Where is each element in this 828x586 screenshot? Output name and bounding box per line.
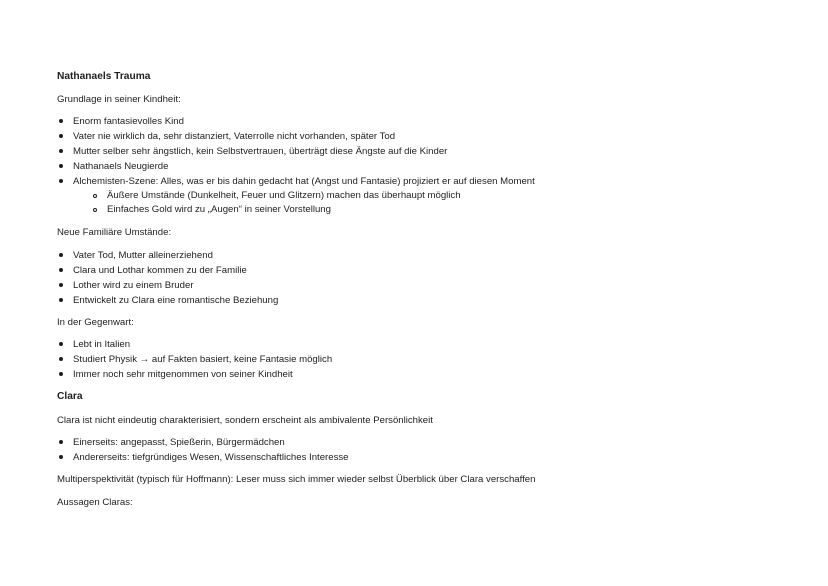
- bullet-icon: [59, 440, 63, 444]
- bullet-icon: [59, 164, 63, 168]
- statements-heading: Aussagen Claras:: [57, 497, 133, 508]
- heading-clara: Clara: [57, 391, 83, 402]
- list-item: Enorm fantasievolles Kind: [73, 116, 184, 127]
- bullet-icon: [59, 179, 63, 183]
- bullet-icon: [59, 283, 63, 287]
- multiperspective-note: Multiperspektivität (typisch für Hoffmann): Leser muss sich immer wieder selbst Überblick über Clara verschaffen: [57, 474, 536, 485]
- intro-present: In der Gegenwart:: [57, 317, 134, 328]
- bullet-icon: [59, 357, 63, 361]
- list-item: Lebt in Italien: [73, 339, 131, 350]
- bullet-icon: [59, 268, 63, 272]
- list-item: Alchemisten-Szene: Alles, was er bis dahin gedacht hat (Angst und Fantasie) projiziert er auf diesen Moment: [73, 176, 535, 187]
- bullet-icon: [59, 149, 63, 153]
- sub-list-item: Äußere Umstände (Dunkelheit, Feuer und Glitzern) machen das überhaupt möglich: [107, 190, 461, 201]
- list-item: Einerseits: angepasst, Spießerin, Bürgermädchen: [73, 437, 285, 448]
- list-item: Andererseits: tiefgründiges Wesen, Wissenschaftliches Interesse: [73, 452, 349, 463]
- sub-list-item: Einfaches Gold wird zu „Augen“ in seiner Vorstellung: [107, 204, 331, 215]
- bullet-icon: [59, 134, 63, 138]
- heading-nathanaels-trauma: Nathanaels Trauma: [57, 71, 151, 82]
- intro-clara: Clara ist nicht eindeutig charakterisiert, sondern erscheint als ambivalente Persönlichkeit: [57, 415, 433, 426]
- list-item: Vater nie wirklich da, sehr distanziert, Vaterrolle nicht vorhanden, später Tod: [73, 131, 396, 142]
- list-item: Lother wird zu einem Bruder: [73, 280, 194, 291]
- bullet-icon: [59, 119, 63, 123]
- list-item: Nathanaels Neugierde: [73, 161, 169, 172]
- intro-childhood: Grundlage in seiner Kindheit:: [57, 94, 181, 105]
- sub-bullet-icon: [93, 208, 97, 212]
- list-item: Clara und Lothar kommen zu der Familie: [73, 265, 247, 276]
- list-item: Immer noch sehr mitgenommen von seiner Kindheit: [73, 369, 293, 380]
- bullet-icon: [59, 253, 63, 257]
- list-item: Studiert Physik → auf Fakten basiert, keine Fantasie möglich: [73, 354, 333, 365]
- intro-family: Neue Familiäre Umstände:: [57, 227, 172, 238]
- bullet-icon: [59, 342, 63, 346]
- list-item: Entwickelt zu Clara eine romantische Beziehung: [73, 295, 279, 306]
- list-item: Mutter selber sehr ängstlich, kein Selbstvertrauen, überträgt diese Ängste auf die Kinder: [73, 146, 448, 157]
- sub-bullet-icon: [93, 194, 97, 198]
- bullet-icon: [59, 298, 63, 302]
- bullet-icon: [59, 372, 63, 376]
- bullet-icon: [59, 455, 63, 459]
- list-item: Vater Tod, Mutter alleinerziehend: [73, 250, 213, 261]
